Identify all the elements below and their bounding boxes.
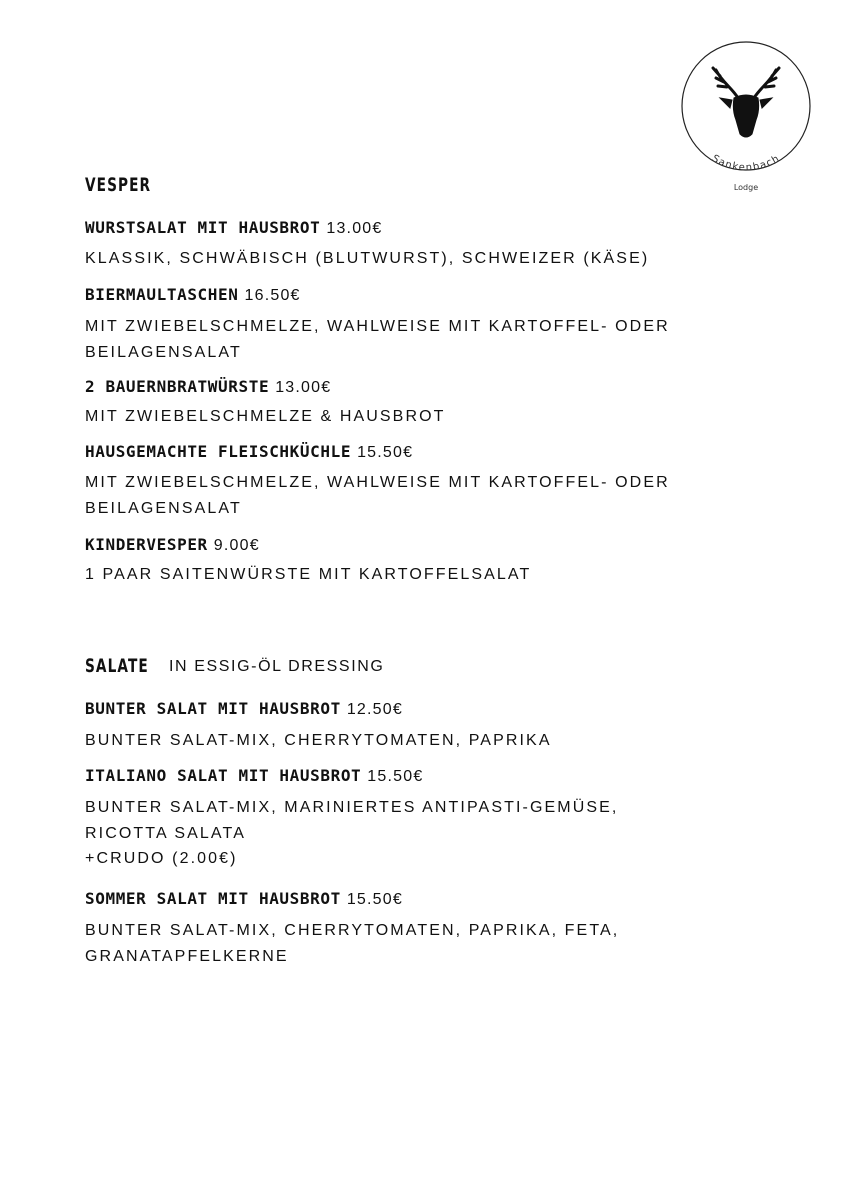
section-note: IN ESSIG-ÖL DRESSING	[169, 658, 385, 675]
menu-item-head	[85, 699, 403, 720]
description-line: GRANATAPFELKERNE	[85, 947, 289, 965]
description-line: BUNTER SALAT-MIX, CHERRYTOMATEN, PAPRIKA	[85, 732, 552, 749]
deer-head-icon	[713, 68, 779, 137]
sankenbach-lodge-logo	[680, 40, 816, 200]
description-line: MIT ZWIEBELSCHMELZE & HAUSBROT	[85, 408, 446, 425]
description-line: MIT ZWIEBELSCHMELZE, WAHLWEISE MIT KARTOFFEL- ODER	[85, 474, 670, 491]
item-description	[85, 470, 670, 521]
menu-item-head	[85, 535, 260, 556]
menu-item-head	[85, 442, 413, 463]
logo-name: Sankenbach	[709, 153, 783, 174]
menu-item-head	[85, 766, 423, 787]
item-name: SOMMER SALAT MIT HAUSBROT	[85, 889, 341, 908]
section-title-vesper: VESPER	[85, 174, 152, 196]
item-name: HAUSGEMACHTE FLEISCHKÜCHLE	[85, 442, 352, 461]
item-name: BUNTER SALAT MIT HAUSBROT	[85, 699, 341, 718]
item-price: 13.00€	[275, 379, 332, 396]
item-description	[85, 918, 619, 969]
description-line: BUNTER SALAT-MIX, MARINIERTES ANTIPASTI-GEMÜSE,	[85, 799, 619, 816]
menu-item-head	[85, 218, 383, 239]
logo-subtitle: Lodge	[733, 183, 759, 192]
item-name: BIERMAULTASCHEN	[85, 285, 239, 304]
item-description	[85, 246, 649, 272]
svg-text:Sankenbach	[710, 153, 782, 173]
description-line: +CRUDO (2.00€)	[85, 850, 238, 867]
description-line: BEILAGENSALAT	[85, 499, 242, 517]
item-description	[85, 728, 552, 754]
item-description	[85, 795, 618, 872]
description-line: RICOTTA SALATA	[85, 824, 246, 842]
item-description	[85, 404, 446, 430]
menu-item-head	[85, 377, 331, 398]
description-line: BUNTER SALAT-MIX, CHERRYTOMATEN, PAPRIKA, FETA,	[85, 922, 620, 939]
item-name: KINDERVESPER	[85, 535, 208, 554]
item-price: 13.00€	[326, 220, 383, 237]
item-name: 2 BAUERNBRATWÜRSTE	[85, 377, 270, 396]
item-description	[85, 562, 531, 588]
item-price: 12.50€	[346, 701, 403, 718]
menu-item-head	[85, 285, 301, 306]
description-line: KLASSIK, SCHWÄBISCH (BLUTWURST), SCHWEIZER (KÄSE)	[85, 250, 650, 267]
item-description	[85, 314, 670, 365]
item-price: 15.50€	[346, 891, 403, 908]
item-name: ITALIANO SALAT MIT HAUSBROT	[85, 766, 362, 785]
description-line: 1 PAAR SAITENWÜRSTE MIT KARTOFFELSALAT	[85, 566, 532, 583]
menu-item-head	[85, 889, 403, 910]
description-line: MIT ZWIEBELSCHMELZE, WAHLWEISE MIT KARTOFFEL- ODER	[85, 318, 670, 335]
description-line: BEILAGENSALAT	[85, 343, 242, 361]
section-title-salate: SALATE	[85, 655, 149, 677]
item-price: 9.00€	[213, 537, 260, 554]
item-name: WURSTSALAT MIT HAUSBROT	[85, 218, 321, 237]
item-price: 16.50€	[244, 287, 301, 304]
item-price: 15.50€	[357, 444, 414, 461]
item-price: 15.50€	[367, 768, 424, 785]
